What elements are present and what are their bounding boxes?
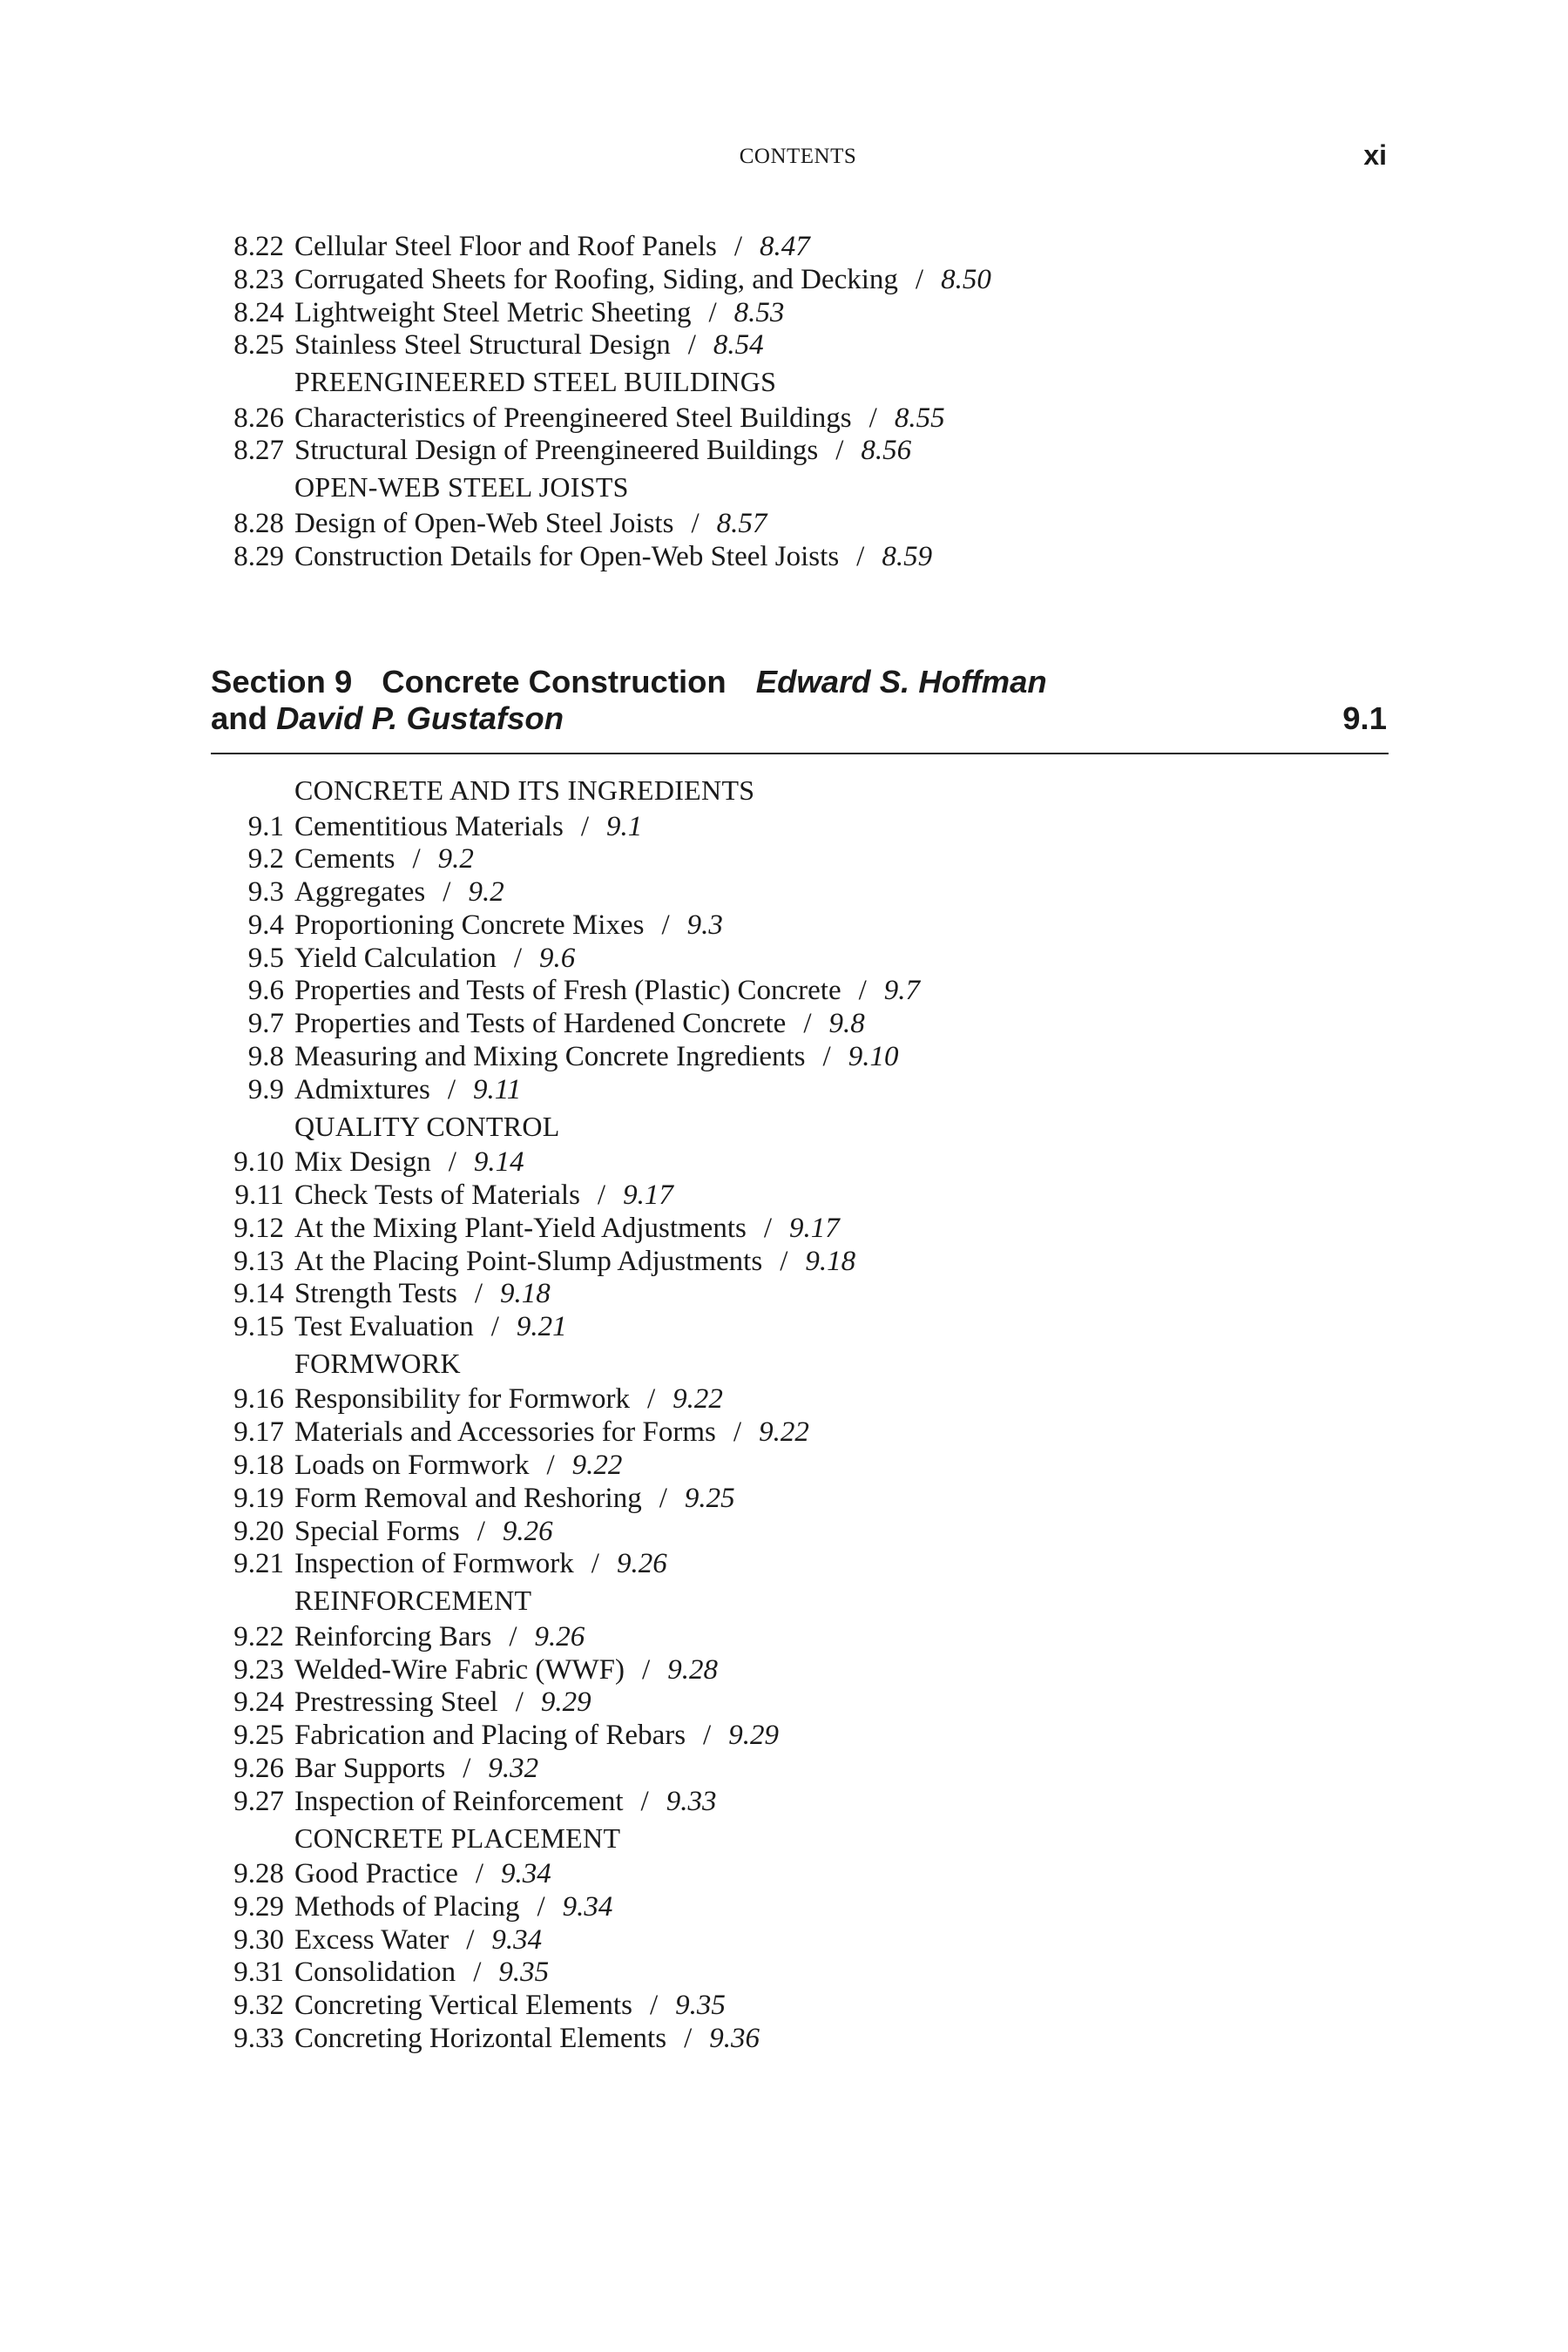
toc-entry-separator: / — [475, 1858, 484, 1890]
toc-entry — [209, 1311, 1394, 1344]
toc-entry-separator: / — [412, 843, 421, 875]
toc-entry-separator: / — [708, 296, 717, 328]
toc-entry-page: 9.2 — [437, 843, 474, 875]
toc-entry — [209, 329, 1394, 362]
toc-entry-title: Form Removal and Reshoring — [294, 1482, 642, 1514]
toc-entry-number: 9.27 — [233, 1785, 284, 1817]
toc-entry-number: 9.2 — [247, 843, 284, 875]
toc-entry-page: 8.47 — [760, 231, 810, 262]
toc-entry — [209, 541, 1394, 574]
toc-entry-title: Cementitious Materials — [294, 810, 564, 842]
running-title: CONTENTS — [739, 145, 857, 168]
toc-entry-title: Measuring and Mixing Concrete Ingredients — [294, 1041, 806, 1073]
toc-entry-page: 8.50 — [941, 263, 991, 295]
toc-subheading: CONCRETE AND ITS INGREDIENTS — [294, 774, 755, 806]
toc-entry-page: 9.34 — [562, 1890, 613, 1923]
toc-entry-separator: / — [868, 402, 877, 434]
toc-entry-separator: / — [649, 1990, 659, 2022]
toc-entry — [209, 1383, 1394, 1416]
toc-entry-separator: / — [835, 435, 844, 467]
toc-entry — [209, 1990, 1394, 2023]
toc-entry — [209, 943, 1394, 976]
toc-entry-page: 9.14 — [473, 1146, 524, 1179]
toc-entry-page: 9.22 — [759, 1416, 809, 1449]
section-label: Section 9 — [211, 664, 353, 700]
toc-entry-number: 9.17 — [233, 1416, 284, 1449]
toc-entry-number: 9.21 — [233, 1548, 284, 1580]
toc-entry-page: 9.28 — [667, 1653, 718, 1686]
toc-entry-title: Materials and Accessories for Forms — [294, 1416, 716, 1449]
toc-entry-title: Characteristics of Preengineered Steel Buildings — [294, 402, 852, 434]
toc-entry-title: Strength Tests — [294, 1278, 457, 1310]
toc-entry — [209, 1450, 1394, 1483]
toc-entry-separator: / — [856, 540, 865, 572]
toc-entry-page: 9.26 — [616, 1548, 667, 1580]
toc-entry-number: 9.25 — [233, 1720, 284, 1752]
toc-entry — [209, 1686, 1394, 1720]
section-author: Edward S. Hoffman — [755, 664, 1047, 700]
toc-entry-page: 9.18 — [500, 1278, 551, 1310]
toc-entry-page: 8.54 — [713, 329, 764, 362]
toc-entry-separator: / — [661, 909, 670, 941]
toc-entry-page: 8.56 — [861, 435, 912, 467]
toc-entry-list — [209, 402, 1394, 469]
toc-entry-separator: / — [733, 1416, 742, 1449]
toc-entry-title: Lightweight Steel Metric Sheeting — [294, 296, 692, 328]
toc-entry-page: 9.29 — [728, 1720, 779, 1752]
toc-entry — [209, 264, 1394, 297]
toc-entry-number: 8.24 — [233, 296, 284, 328]
toc-entry-number: 9.31 — [233, 1957, 284, 1989]
toc-entry-title: Yield Calculation — [294, 942, 497, 974]
toc-entry-separator: / — [466, 1923, 475, 1956]
section-author: David P. Gustafson — [276, 700, 564, 736]
toc-entry — [209, 231, 1394, 264]
toc-entry-number: 9.4 — [247, 909, 284, 941]
toc-entry-page: 9.18 — [805, 1245, 856, 1277]
section-title: Concrete Construction — [382, 664, 727, 700]
toc-entry-title: Mix Design — [294, 1146, 431, 1179]
toc-entry-title: Welded-Wire Fabric (WWF) — [294, 1653, 625, 1686]
toc-entry-title: Loads on Formwork — [294, 1450, 530, 1482]
toc-entry-page: 9.7 — [883, 975, 921, 1007]
toc-entry — [209, 876, 1394, 909]
toc-entry-number: 9.24 — [233, 1686, 284, 1719]
toc-entry-page: 9.34 — [491, 1923, 543, 1956]
toc-entry-separator: / — [858, 975, 867, 1007]
toc-entry-title: Proportioning Concrete Mixes — [294, 909, 645, 941]
toc-entry-page: 9.22 — [672, 1383, 723, 1416]
toc-entry — [209, 1483, 1394, 1516]
toc-entry-title: Check Tests of Materials — [294, 1179, 580, 1211]
toc-entry — [209, 909, 1394, 943]
page-number: xi — [1363, 139, 1387, 171]
toc-entry-page: 9.6 — [539, 942, 576, 974]
toc-entry-title: Admixtures — [294, 1073, 430, 1105]
section-rule — [211, 753, 1389, 754]
toc-entry-separator: / — [476, 1515, 485, 1547]
toc-entry — [209, 1416, 1394, 1450]
toc-entry-separator: / — [463, 1752, 471, 1784]
toc-entry-title: Prestressing Steel — [294, 1686, 498, 1719]
toc-entry — [209, 1548, 1394, 1581]
toc-entry — [209, 1753, 1394, 1786]
toc-entry-separator: / — [687, 329, 696, 362]
toc-entry-page: 8.59 — [882, 540, 933, 572]
toc-entry-title: Cellular Steel Floor and Roof Panels — [294, 231, 717, 262]
toc-entry-page: 9.1 — [606, 810, 643, 842]
toc-entry-number: 9.3 — [247, 876, 284, 909]
toc-entry-number: 9.5 — [247, 942, 284, 974]
toc-entry-title: Design of Open-Web Steel Joists — [294, 507, 674, 539]
toc-entry-separator: / — [473, 1957, 482, 1989]
toc-entry-separator: / — [703, 1720, 712, 1752]
toc-entry — [209, 975, 1394, 1008]
section-heading — [211, 664, 1387, 737]
toc-entry-title: Construction Details for Open-Web Steel Joists — [294, 540, 840, 572]
toc-subheading: FORMWORK — [294, 1347, 461, 1379]
toc-entry-page: 9.17 — [623, 1179, 673, 1211]
section-page: 9.1 — [1342, 700, 1387, 736]
toc-entry-page: 9.36 — [709, 2023, 760, 2054]
toc-entry-title: Inspection of Reinforcement — [294, 1785, 624, 1817]
toc-entry-number: 9.14 — [233, 1278, 284, 1310]
toc-entry-separator: / — [642, 1653, 651, 1686]
toc-entry — [209, 402, 1394, 436]
toc-entry-title: Properties and Tests of Hardened Concrete — [294, 1008, 787, 1040]
toc-entry-title: Inspection of Formwork — [294, 1548, 574, 1580]
toc-entry-separator: / — [513, 942, 523, 974]
toc-entry-separator: / — [733, 231, 743, 262]
toc-entry-separator: / — [537, 1890, 545, 1923]
toc-entry-number: 9.29 — [233, 1890, 284, 1923]
toc-entry-list — [209, 811, 1394, 1107]
toc-entry-number: 9.33 — [233, 2023, 284, 2054]
toc-entry-number: 9.26 — [233, 1752, 284, 1784]
toc-entry-title: Excess Water — [294, 1923, 449, 1956]
toc-entry-page: 9.8 — [828, 1008, 865, 1040]
toc-entry — [209, 1720, 1394, 1753]
toc-entry-number: 8.22 — [233, 231, 284, 262]
toc-entry-separator: / — [684, 2023, 693, 2054]
toc-entry-page: 9.25 — [684, 1482, 735, 1514]
toc-entry-page: 9.3 — [686, 909, 723, 941]
toc-entry-page: 9.29 — [540, 1686, 591, 1719]
toc-entry-number: 9.6 — [247, 975, 284, 1007]
toc-entry-page: 9.35 — [498, 1957, 550, 1989]
toc-subheading: PREENGINEERED STEEL BUILDINGS — [294, 366, 777, 398]
toc-entry-separator: / — [659, 1482, 667, 1514]
toc-entry-separator: / — [597, 1179, 606, 1211]
toc-entry-separator: / — [509, 1620, 517, 1652]
toc-entry-page: 9.34 — [501, 1858, 551, 1890]
toc-entry-page: 9.17 — [789, 1212, 840, 1244]
toc-entry — [209, 508, 1394, 541]
toc-entry-title: At the Mixing Plant-Yield Adjustments — [294, 1212, 747, 1244]
toc-entry — [209, 843, 1394, 876]
toc-entry — [209, 1213, 1394, 1246]
toc-entry — [209, 1858, 1394, 1891]
toc-entry-separator: / — [691, 507, 700, 539]
toc-entry-separator: / — [763, 1212, 773, 1244]
toc-entry-number: 8.26 — [233, 402, 284, 434]
toc-entry-separator: / — [915, 263, 924, 295]
toc-entry-page: 9.32 — [488, 1752, 539, 1784]
toc-entry-number: 9.15 — [233, 1311, 284, 1343]
toc-entry-page: 9.35 — [675, 1990, 726, 2022]
toc-entry-number: 9.9 — [247, 1073, 284, 1105]
toc-entry-separator: / — [591, 1548, 599, 1580]
toc-entry-separator: / — [443, 876, 451, 909]
toc-entry-number: 9.11 — [234, 1179, 284, 1211]
toc-entry-number: 9.13 — [233, 1245, 284, 1277]
toc-entry-title: Reinforcing Bars — [294, 1620, 492, 1652]
toc-entry-title: Special Forms — [294, 1515, 460, 1547]
toc-entry-number: 9.10 — [233, 1146, 284, 1179]
section-and: and — [211, 700, 267, 736]
toc-subheading: OPEN-WEB STEEL JOISTS — [294, 471, 629, 504]
toc-entry-page: 9.2 — [468, 876, 504, 909]
toc-entry-separator: / — [822, 1041, 831, 1073]
toc-entry-number: 8.23 — [233, 263, 284, 295]
toc-block-section-9 — [209, 771, 1394, 2056]
toc-entry-number: 9.30 — [233, 1923, 284, 1956]
toc-entry-number: 9.22 — [233, 1620, 284, 1652]
toc-entry-number: 9.7 — [247, 1008, 284, 1040]
toc-entry-separator: / — [448, 1146, 456, 1179]
toc-entry-title: Stainless Steel Structural Design — [294, 329, 671, 362]
toc-entry-number: 9.28 — [233, 1858, 284, 1890]
toc-entry-number: 9.20 — [233, 1515, 284, 1547]
toc-entry-separator: / — [780, 1245, 788, 1277]
toc-entry-number: 9.18 — [233, 1450, 284, 1482]
toc-entry-separator: / — [447, 1073, 456, 1105]
toc-entry — [209, 1891, 1394, 1924]
toc-entry-number: 9.19 — [233, 1482, 284, 1514]
toc-entry — [209, 297, 1394, 330]
toc-entry-separator: / — [640, 1785, 649, 1817]
toc-entry-title: Bar Supports — [294, 1752, 446, 1784]
toc-entry-number: 9.1 — [247, 810, 284, 842]
toc-entry-page: 8.55 — [894, 402, 945, 434]
toc-subheading: REINFORCEMENT — [294, 1585, 532, 1617]
toc-entry — [209, 2023, 1394, 2056]
toc-entry — [209, 435, 1394, 468]
toc-entry-title: Structural Design of Preengineered Buildings — [294, 435, 819, 467]
toc-entry-page: 9.26 — [502, 1515, 553, 1547]
toc-entry-list — [209, 1621, 1394, 1819]
toc-entry-title: Corrugated Sheets for Roofing, Siding, and Decking — [294, 263, 898, 295]
toc-entry-separator: / — [515, 1686, 524, 1719]
toc-subheading: QUALITY CONTROL — [294, 1110, 560, 1142]
toc-entry-list — [209, 231, 1394, 362]
toc-entry-page: 9.26 — [534, 1620, 585, 1652]
toc-entry — [209, 1924, 1394, 1957]
toc-entry — [209, 1278, 1394, 1311]
toc-entry-separator: / — [803, 1008, 812, 1040]
toc-entry-page: 8.57 — [716, 507, 767, 539]
toc-entry-title: Consolidation — [294, 1957, 456, 1989]
toc-entry-title: Aggregates — [294, 876, 426, 909]
toc-entry-page: 9.22 — [571, 1450, 623, 1482]
toc-entry-page: 9.21 — [516, 1311, 567, 1343]
toc-entry-number: 9.16 — [233, 1383, 284, 1416]
toc-block-section-8 — [209, 231, 1394, 573]
toc-entry-page: 9.10 — [848, 1041, 899, 1073]
toc-entry-separator: / — [647, 1383, 656, 1416]
toc-entry-separator: / — [474, 1278, 483, 1310]
toc-entry-separator: / — [546, 1450, 555, 1482]
toc-subheading: CONCRETE PLACEMENT — [294, 1821, 621, 1854]
toc-entry-title: Concreting Vertical Elements — [294, 1990, 632, 2022]
toc-entry — [209, 811, 1394, 844]
toc-entry — [209, 1654, 1394, 1687]
running-head — [209, 139, 1387, 174]
toc-entry-list — [209, 1146, 1394, 1344]
toc-entry — [209, 1074, 1394, 1107]
toc-entry-number: 9.12 — [233, 1212, 284, 1244]
toc-entry-number: 9.8 — [247, 1041, 284, 1073]
toc-entry-separator: / — [490, 1311, 499, 1343]
toc-entry-page: 9.33 — [666, 1785, 717, 1817]
toc-entry-title: Fabrication and Placing of Rebars — [294, 1720, 686, 1752]
toc-entry-title: Cements — [294, 843, 395, 875]
toc-entry-title: Test Evaluation — [294, 1311, 474, 1343]
toc-entry-title: At the Placing Point-Slump Adjustments — [294, 1245, 763, 1277]
toc-entry-title: Properties and Tests of Fresh (Plastic) Concrete — [294, 975, 841, 1007]
toc-entry-title: Good Practice — [294, 1858, 458, 1890]
toc-entry-number: 9.23 — [233, 1653, 284, 1686]
toc-entry-title: Responsibility for Formwork — [294, 1383, 630, 1416]
toc-entry — [209, 1179, 1394, 1213]
toc-entry-title: Methods of Placing — [294, 1890, 520, 1923]
toc-entry — [209, 1957, 1394, 1990]
toc-entry-title: Concreting Horizontal Elements — [294, 2023, 667, 2054]
toc-entry-list — [209, 508, 1394, 574]
toc-entry — [209, 1516, 1394, 1549]
toc-entry-number: 8.29 — [233, 540, 284, 572]
toc-entry — [209, 1786, 1394, 1819]
toc-entry-list — [209, 1383, 1394, 1581]
toc-entry-number: 8.27 — [233, 435, 284, 467]
toc-entry — [209, 1041, 1394, 1074]
toc-entry-page: 8.53 — [733, 296, 785, 328]
toc-entry-list — [209, 1858, 1394, 2056]
toc-entry — [209, 1146, 1394, 1179]
toc-entry-page: 9.11 — [473, 1073, 522, 1105]
toc-entry — [209, 1008, 1394, 1041]
toc-entry — [209, 1246, 1394, 1279]
toc-entry-number: 9.32 — [233, 1990, 284, 2022]
toc-entry-separator: / — [580, 810, 590, 842]
toc-entry-number: 8.28 — [233, 507, 284, 539]
toc-entry — [209, 1621, 1394, 1654]
toc-entry-number: 8.25 — [233, 329, 284, 362]
